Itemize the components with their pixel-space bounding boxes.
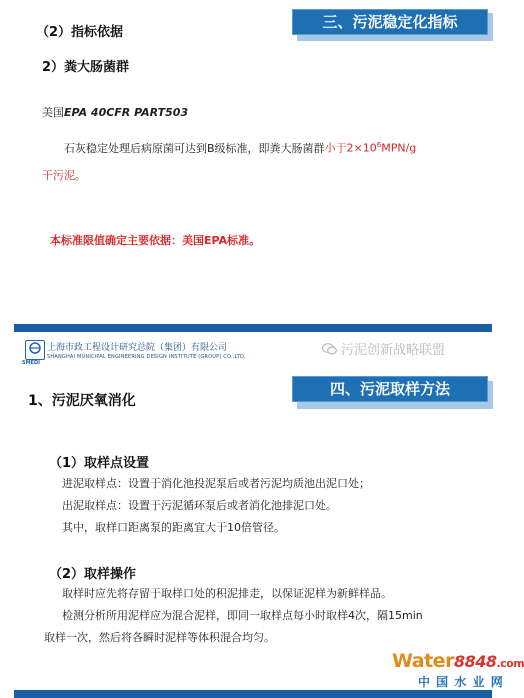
logo-text: SMEDI	[22, 360, 41, 366]
operation-line-1: 取样时应先将存留于取样口处的积泥排走，以保证泥样为新鲜样品。	[62, 587, 392, 600]
distance-line: 其中，取样口距离泵的距离宜大于10倍管径。	[62, 521, 285, 534]
wechat-icon	[322, 343, 337, 355]
para-superscript: 6	[376, 141, 382, 149]
subhead-sampling-operation: （2）取样操作	[49, 567, 137, 582]
para-end: 。	[75, 168, 86, 182]
standard-reference	[42, 104, 188, 122]
brand-num: 8848	[453, 652, 497, 671]
section-label: （2）指标依据	[36, 25, 124, 40]
org-name-cn: 上海市政工程设计研究总院（集团）有限公司	[47, 343, 228, 353]
inlet-sampling-line: 进泥取样点：设置于消化池投泥泵后或者污泥均质池出泥口处；	[62, 477, 370, 490]
watermark-cn: 中 国 水 业 网	[418, 675, 504, 689]
operation-line-3: 取样一次，然后将各瞬时泥样等体积混合均匀。	[44, 631, 275, 644]
org-name-en: SHANGHAI MUNICIPAL ENGINEERING DESIGN INSTITUTE (GROUP) CO.,LTD.	[47, 354, 246, 360]
subhead-fecal-coliform: 2）粪大肠菌群	[42, 60, 130, 75]
standard-prefix: 美国	[42, 106, 64, 119]
slide-divider-bottom	[14, 690, 492, 698]
wechat-label: 污泥创新战略联盟	[341, 343, 446, 358]
brand-suffix: .com	[496, 657, 524, 670]
outlet-sampling-line: 出泥取样点：设置于污泥循环泵后或者消化池排泥口处。	[62, 499, 337, 512]
section-banner: 三、污泥稳定化指标	[292, 9, 488, 35]
standard-code: EPA 40CFR PART503	[64, 106, 189, 119]
para-red-unit: MPN/g	[381, 141, 417, 155]
subhead-sampling-point: （1）取样点设置	[49, 456, 150, 471]
para-red-dry-sludge: 干污泥	[42, 168, 75, 182]
para-text: 石灰稳定处理后病原菌可达到B级标准，即粪大肠菌群	[64, 141, 325, 155]
conclusion-text: 本标准限值确定主要依据：美国EPA标准。	[50, 234, 261, 247]
section-banner-2: 四、污泥取样方法	[292, 376, 488, 402]
slide-title: 1、污泥厌氧消化	[28, 393, 136, 409]
stabilization-paragraph	[42, 132, 482, 189]
slide-divider-top	[14, 324, 492, 332]
para-red-limit: 小于2×10	[324, 141, 377, 155]
wechat-watermark	[322, 339, 445, 358]
brand-water: Water	[392, 650, 454, 672]
water8848-logo	[392, 650, 524, 672]
smedi-logo-icon	[25, 340, 45, 360]
operation-line-2: 检测分析所用泥样应为混合泥样，即同一取样点每小时取样4次，隔15min	[62, 609, 423, 622]
